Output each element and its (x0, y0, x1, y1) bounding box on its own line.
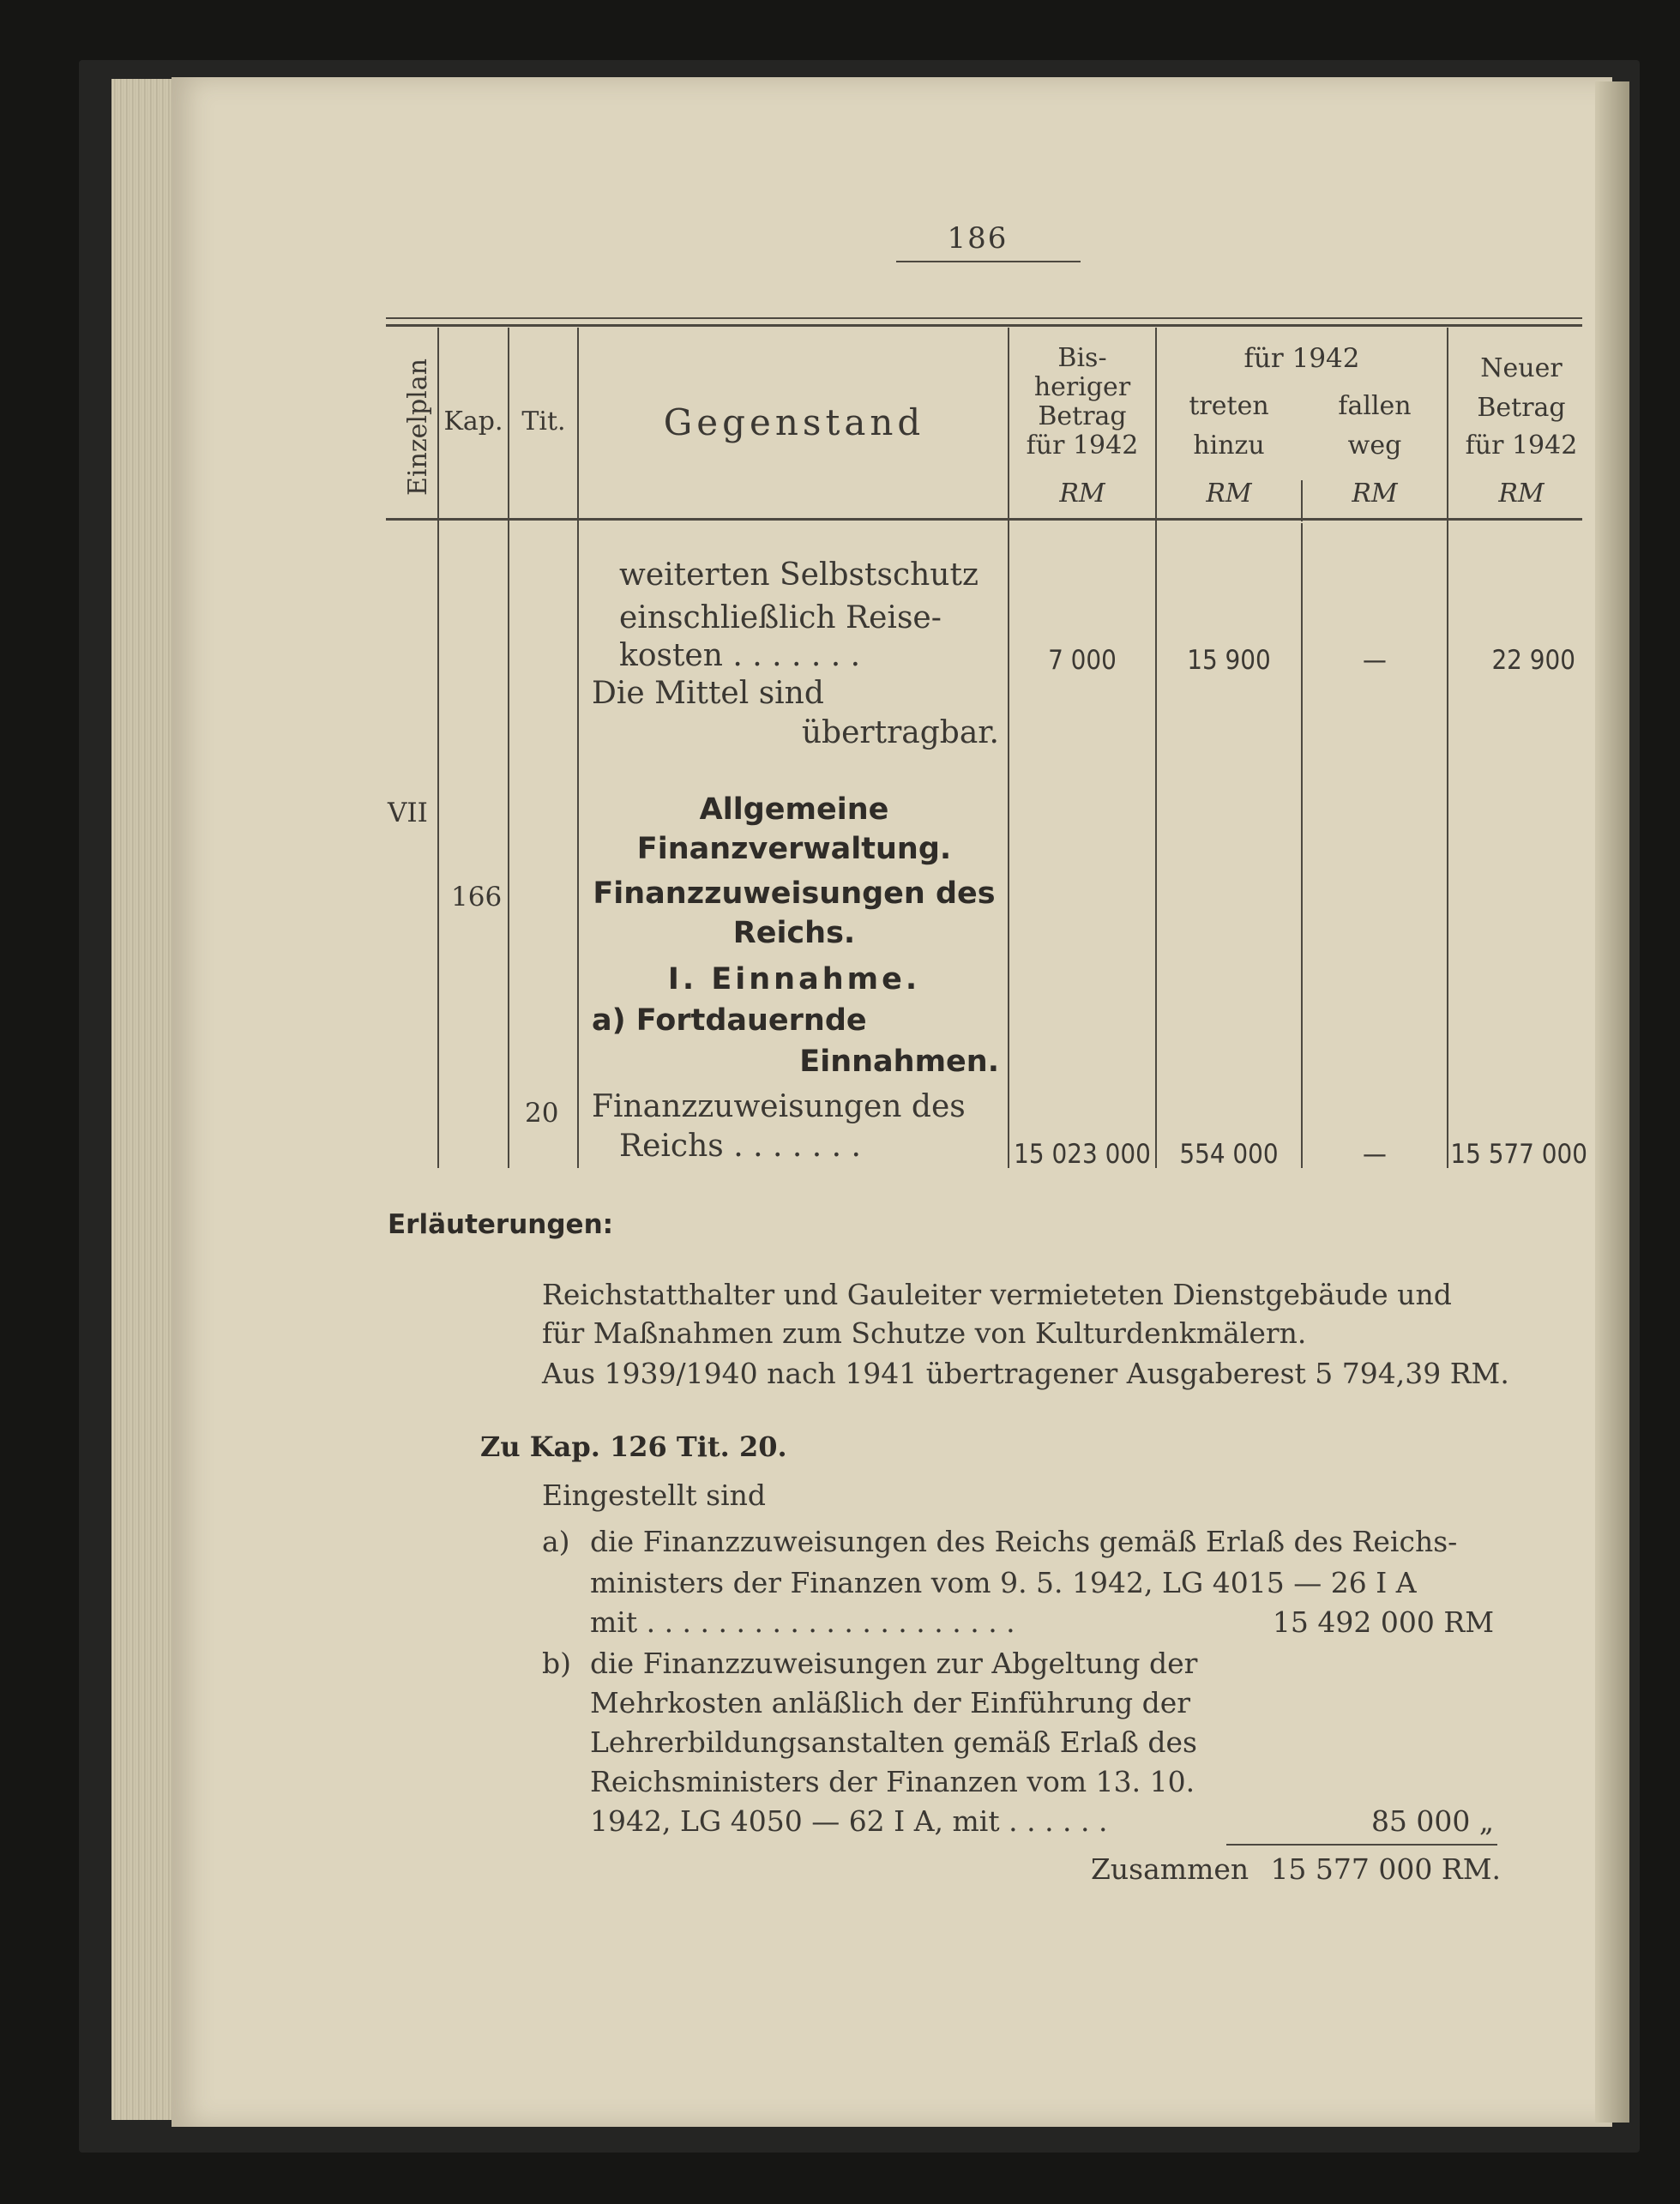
header-fallen-1: fallen (1338, 391, 1412, 421)
heading-finanzzuweisungen-2: Reichs. (732, 916, 856, 950)
kap-166: 166 (451, 882, 503, 912)
table-top-rule-2 (386, 324, 1582, 327)
row1-treten: 15 900 (1187, 645, 1271, 676)
erlaeuterung-line-3: Aus 1939/1940 nach 1941 übertragener Ausgaberest 5 794,39 RM. (542, 1357, 1509, 1390)
item-b-line-1: die Finanzzuweisungen zur Abgeltung der (590, 1647, 1198, 1680)
row2-text-1: Finanzzuweisungen des (592, 1089, 966, 1124)
einzelplan-vii: VII (388, 798, 428, 828)
row1-text-4: Die Mittel sind (592, 676, 824, 711)
heading-allgemeine-2: Finanzverwaltung. (636, 832, 952, 866)
header-fallen-2: weg (1347, 431, 1402, 461)
page-number: 186 (947, 221, 1009, 256)
header-bisheriger-4: für 1942 (1026, 431, 1139, 461)
item-b-amount: 85 000 „ (1370, 1804, 1494, 1838)
header-bisheriger-3: Betrag (1038, 401, 1127, 431)
item-b-line-3: Lehrerbildungsanstalten gemäß Erlaß des (590, 1725, 1197, 1759)
row1-text-3: kosten . . . . . . . (619, 638, 861, 673)
page-number-rule (896, 261, 1081, 262)
header-tit: Tit. (521, 406, 566, 437)
header-neuer-2: Betrag (1477, 393, 1566, 423)
zu-kap-heading: Zu Kap. 126 Tit. 20. (480, 1430, 787, 1463)
heading-finanzzuweisungen-1: Finanzzuweisungen des (593, 876, 996, 911)
heading-fortdauernde-2: Einnahmen. (799, 1045, 999, 1079)
header-bisheriger-1: Bis- (1057, 343, 1107, 373)
item-b-line-5: 1942, LG 4050 — 62 I A, mit . . . . . . (590, 1804, 1108, 1838)
item-a-line-3: mit . . . . . . . . . . . . . . . . . . . . . (590, 1605, 1015, 1639)
row2-tit: 20 (525, 1098, 559, 1129)
item-a-label: a) (542, 1525, 570, 1558)
row2-fallen: — (1363, 1139, 1387, 1170)
eingestellt-sind: Eingestellt sind (542, 1478, 767, 1512)
row1-text-1: weiterten Selbstschutz (619, 557, 978, 593)
header-treten-2: hinzu (1193, 431, 1265, 461)
header-bisheriger-2: heriger (1033, 372, 1131, 402)
col-divider-3 (577, 328, 579, 1168)
sum-rule (1226, 1844, 1497, 1846)
row2-text-2: Reichs . . . . . . . (619, 1129, 861, 1164)
col-divider-6b (1301, 523, 1303, 1168)
row1-text-5: übertragbar. (801, 715, 999, 750)
item-a-line-1: die Finanzzuweisungen des Reichs gemäß Erlaß des Reichs- (590, 1525, 1458, 1558)
currency-treten: RM (1206, 479, 1252, 509)
header-einzelplan: Einzelplan (403, 358, 433, 496)
header-treten-1: treten (1189, 391, 1269, 421)
table-top-rule (386, 317, 1582, 319)
row2-treten: 554 000 (1179, 1139, 1279, 1170)
erlaeuterung-line-1: Reichstatthalter und Gauleiter vermieteten Dienstgebäude und (542, 1278, 1452, 1311)
header-fuer-1942: für 1942 (1243, 343, 1360, 374)
row2-bisheriger: 15 023 000 (1014, 1139, 1151, 1170)
row1-fallen: — (1363, 645, 1387, 676)
heading-allgemeine-1: Allgemeine (699, 792, 889, 827)
item-a-amount: 15 492 000 RM (1272, 1605, 1494, 1639)
currency-fallen: RM (1352, 479, 1398, 509)
row1-text-2: einschließlich Reise- (619, 600, 942, 635)
row1-bisheriger: 7 000 (1048, 645, 1117, 676)
item-b-label: b) (542, 1647, 571, 1680)
col-divider-2 (508, 328, 509, 1168)
row1-neuer: 22 900 (1491, 645, 1575, 676)
header-neuer-3: für 1942 (1465, 431, 1578, 461)
item-b-line-2: Mehrkosten anläßlich der Einführung der (590, 1686, 1191, 1719)
page-right-edge (1595, 81, 1629, 2123)
zusammen-amount: 15 577 000 RM. (1270, 1852, 1501, 1886)
erlaeuterungen-title: Erläuterungen: (388, 1209, 614, 1240)
heading-fortdauernde-1: a) Fortdauernde (592, 1003, 867, 1038)
item-a-line-2: ministers der Finanzen vom 9. 5. 1942, LG 4015 — 26 I A (590, 1566, 1417, 1599)
heading-einnahme: I. Einnahme. (667, 962, 921, 997)
header-kap: Kap. (443, 406, 503, 437)
zusammen-label: Zusammen (1091, 1852, 1249, 1886)
currency-neuer: RM (1498, 479, 1545, 509)
table-header-rule (386, 518, 1582, 521)
currency-bisheriger: RM (1059, 479, 1105, 509)
erlaeuterung-line-2: für Maßnahmen zum Schutze von Kulturdenkmälern. (542, 1316, 1307, 1350)
header-gegenstand: Gegenstand (663, 401, 925, 443)
col-divider-1 (437, 328, 439, 1168)
row2-neuer: 15 577 000 (1450, 1139, 1587, 1170)
header-neuer-1: Neuer (1480, 353, 1563, 383)
item-b-line-4: Reichsministers der Finanzen vom 13. 10. (590, 1765, 1195, 1798)
